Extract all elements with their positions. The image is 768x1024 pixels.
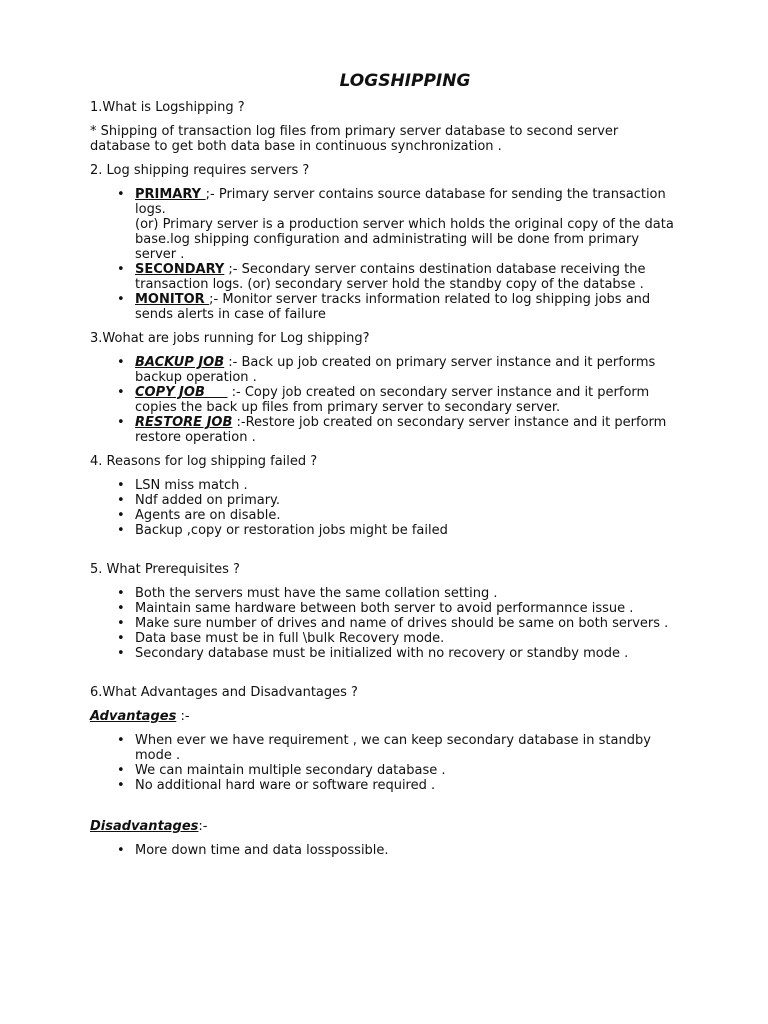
question-5: 5. What Prerequisites ?: [90, 562, 240, 577]
document-title: LOGSHIPPING: [339, 71, 471, 91]
list-item: • Both the servers must have the same collation setting .: [135, 586, 680, 601]
term-monitor: MONITOR: [135, 292, 210, 307]
server-list: [90, 187, 680, 322]
question-6: 6.What Advantages and Disadvantages ?: [90, 685, 358, 700]
prerequisites-list: [90, 586, 680, 661]
term-restore-job: RESTORE JOB: [135, 415, 233, 430]
question-3: 3.Wohat are jobs running for Log shipping?: [90, 331, 370, 346]
list-item: [135, 292, 680, 322]
list-item: • We can maintain multiple secondary database .: [135, 763, 680, 778]
list-item: [135, 415, 680, 445]
disadvantages-list: [90, 843, 680, 858]
advantages-list: [90, 733, 680, 793]
list-item: • Agents are on disable.: [135, 508, 680, 523]
list-item: • Secondary database must be initialized with no recovery or standby mode .: [135, 646, 680, 661]
list-item: • When ever we have requirement , we can keep secondary database in standby mode .: [135, 733, 680, 763]
disadvantages-suffix: :-: [198, 819, 208, 834]
jobs-list: [90, 355, 680, 445]
question-2: 2. Log shipping requires servers ?: [90, 163, 310, 178]
item-text: :- Copy job created on secondary server instance and it perform copies the back up files from primary server to secondary server.: [135, 385, 650, 415]
advantages-suffix: :-: [176, 709, 190, 724]
list-item: [135, 262, 680, 292]
list-item: [135, 355, 680, 385]
term-primary: PRIMARY: [135, 187, 206, 202]
item-text: ;- Monitor server tracks information related to log shipping jobs and sends alerts in case of failure: [135, 292, 651, 322]
term-secondary: SECONDARY: [135, 262, 225, 277]
list-item: • Ndf added on primary.: [135, 493, 680, 508]
list-item: • Maintain same hardware between both server to avoid performannce issue .: [135, 601, 680, 616]
list-item: [135, 187, 680, 262]
list-item: • LSN miss match .: [135, 478, 680, 493]
advantages-heading: [90, 709, 680, 724]
list-item: • No additional hard ware or software required .: [135, 778, 680, 793]
list-item: • Data base must be in full \bulk Recovery mode.: [135, 631, 680, 646]
list-item: • More down time and data losspossible.: [135, 843, 680, 858]
failure-reasons-list: [90, 478, 680, 538]
question-1: 1.What is Logshipping ?: [90, 100, 245, 115]
item-text: ;- Primary server contains source database for sending the transaction logs.: [135, 187, 666, 217]
advantages-label: Advantages: [90, 709, 177, 724]
list-item: • Backup ,copy or restoration jobs might be failed: [135, 523, 680, 538]
disadvantages-label: Disadvantages: [90, 819, 199, 834]
item-text: :- Back up job created on primary server instance and it performs backup operation .: [135, 355, 656, 385]
question-4: 4. Reasons for log shipping failed ?: [90, 454, 318, 469]
disadvantages-heading: [90, 819, 680, 834]
item-text: ;- Secondary server contains destination database receiving the transaction logs. (or) secondary server hold the standby copy of the databse .: [135, 262, 646, 292]
list-item: • Make sure number of drives and name of drives should be same on both servers .: [135, 616, 680, 631]
list-item: [135, 385, 680, 415]
item-extra: (or) Primary server is a production server which holds the original copy of the data base.log shipping configuration and administrating will be done from primary server .: [135, 217, 674, 262]
answer-1: * Shipping of transaction log files from primary server database to second server database to get both data base in continuous synchronization .: [90, 124, 619, 154]
term-copy-job: COPY JOB: [135, 385, 228, 400]
term-backup-job: BACKUP JOB: [135, 355, 225, 370]
item-text: :-Restore job created on secondary server instance and it perform restore operation .: [135, 415, 667, 445]
document-page: [90, 70, 680, 867]
